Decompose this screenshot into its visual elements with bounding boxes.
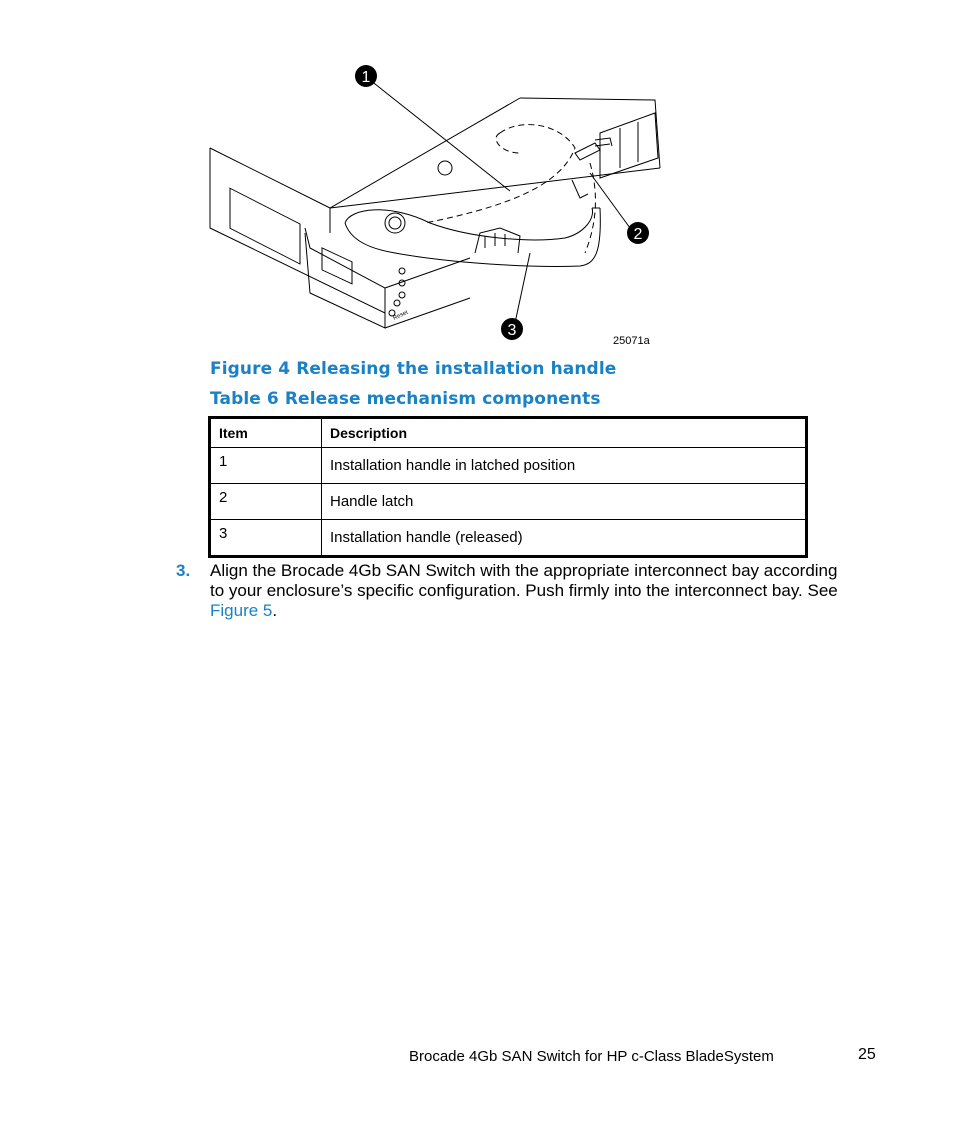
callout-1 (355, 65, 377, 87)
cell-item: 2 (210, 484, 322, 520)
release-components-table (208, 416, 808, 558)
cell-description: Handle latch (322, 484, 807, 520)
step-end: . (272, 601, 278, 620)
step-text (210, 561, 850, 621)
reset-label: Reset (392, 309, 410, 322)
cell-description: Installation handle (released) (322, 520, 807, 557)
step-number: 3. (176, 561, 191, 580)
table-row (210, 520, 807, 557)
header-description: Description (322, 418, 807, 448)
installation-handle-illustration (200, 58, 680, 353)
header-item: Item (210, 418, 322, 448)
svg-text:2: 2 (633, 226, 643, 243)
figure-id: 25071a (613, 335, 650, 347)
cell-description: Installation handle in latched position (322, 448, 807, 484)
cell-item: 3 (210, 520, 322, 557)
table-row (210, 448, 807, 484)
figure-5-link[interactable]: Figure 5 (210, 601, 273, 620)
cell-item: 1 (210, 448, 322, 484)
page-number: 25 (858, 1046, 876, 1063)
step-body: Align the Brocade 4Gb SAN Switch with the appropriate interconnect bay according to your enclosure’s specific configuration. Push firmly into the interconnect bay. See (210, 561, 838, 600)
table-header-row (210, 418, 807, 448)
table-row (210, 484, 807, 520)
callout-2 (627, 222, 649, 244)
footer-title: Brocade 4Gb SAN Switch for HP c-Class BladeSystem (409, 1048, 774, 1065)
svg-text:3: 3 (507, 322, 517, 339)
svg-text:1: 1 (361, 69, 371, 86)
figure-caption: Figure 4 Releasing the installation handle (210, 359, 617, 379)
callout-3 (501, 318, 523, 340)
table-caption: Table 6 Release mechanism components (210, 389, 601, 409)
